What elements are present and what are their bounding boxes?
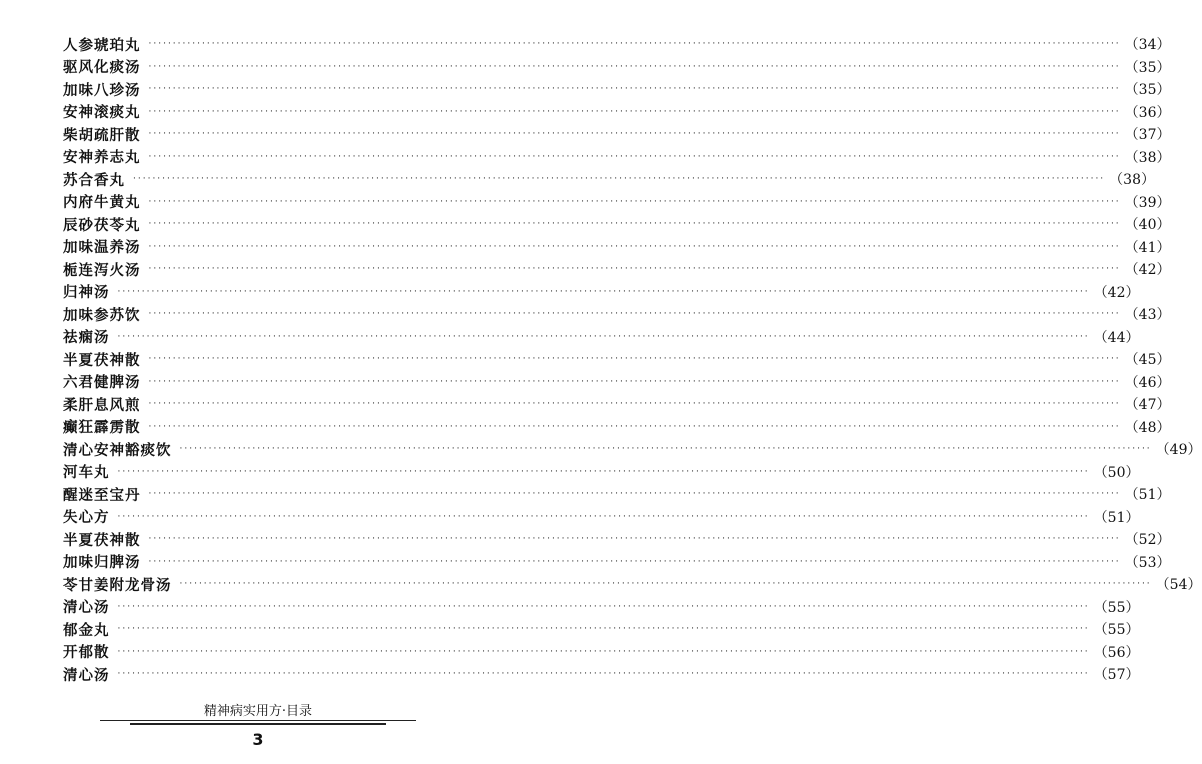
entry-title: 郁金丸 — [63, 621, 110, 639]
entry-page-number: （52） — [1124, 532, 1171, 548]
entry-page-number: （54） — [1155, 577, 1202, 593]
entry-page-number: （46） — [1124, 374, 1171, 391]
entry-page-number: （51） — [1124, 487, 1171, 503]
dot-leader: ········································································································································································································ — [117, 511, 1090, 522]
entry-title: 失心方 — [63, 509, 110, 526]
dot-leader: ········································································································································································································ — [148, 106, 1121, 117]
dot-leader: ········································································································································································································ — [179, 579, 1152, 589]
dot-leader: ········································································································································································································ — [148, 354, 1121, 364]
entry-title: 半夏茯神散 — [63, 531, 141, 549]
dot-leader: ········································································································································································································ — [148, 219, 1121, 229]
entry-title: 加味归脾汤 — [63, 554, 141, 571]
dot-leader: ········································································································································································································ — [148, 534, 1121, 544]
entry-title: 归神汤 — [63, 284, 110, 301]
entry-title: 驱风化痰汤 — [63, 59, 141, 76]
entry-page-number: （38） — [1124, 149, 1171, 166]
entry-page-number: （55） — [1093, 622, 1140, 638]
toc-entry — [63, 124, 1171, 144]
entry-page-number: （40） — [1124, 217, 1171, 233]
dot-leader: ········································································································································································································ — [148, 61, 1121, 72]
dot-leader: ········································································································································································································ — [148, 489, 1121, 499]
entry-title: 清心汤 — [63, 599, 110, 616]
toc-entry — [63, 574, 1202, 594]
dot-leader: ········································································································································································································ — [148, 421, 1121, 432]
toc-entry — [63, 57, 1171, 77]
entry-title: 苏合香丸 — [63, 171, 125, 189]
toc-entry — [63, 282, 1140, 302]
entry-title: 安神养志丸 — [63, 149, 141, 166]
entry-title: 半夏茯神散 — [63, 351, 141, 369]
toc-entry — [63, 664, 1140, 684]
dot-leader: ········································································································································································································ — [179, 444, 1152, 454]
toc-entry — [63, 237, 1171, 257]
dot-leader: ········································································································································································································ — [148, 39, 1121, 49]
entry-page-number: （56） — [1093, 644, 1140, 661]
entry-page-number: （35） — [1124, 59, 1171, 76]
entry-title: 加味温养汤 — [63, 239, 141, 256]
toc-entry — [63, 439, 1202, 459]
toc-entry — [63, 462, 1140, 482]
page-number: 3 — [252, 730, 264, 749]
entry-page-number: （47） — [1124, 397, 1171, 413]
dot-leader: ········································································································································································································ — [117, 286, 1090, 297]
entry-title: 辰砂茯苓丸 — [63, 216, 141, 234]
entry-page-number: （39） — [1124, 194, 1171, 211]
toc-entry — [63, 34, 1171, 54]
entry-title: 柔肝息风煎 — [63, 396, 141, 414]
toc-entry — [63, 642, 1140, 662]
entry-page-number: （41） — [1124, 239, 1171, 256]
entry-page-number: （55） — [1093, 599, 1140, 616]
toc-entry — [63, 147, 1171, 167]
entry-title: 河车丸 — [63, 464, 110, 481]
dot-leader: ········································································································································································································ — [117, 466, 1090, 477]
toc-entry — [63, 394, 1171, 414]
entry-title: 醒迷至宝丹 — [63, 486, 141, 504]
dot-leader: ········································································································································································································ — [148, 309, 1121, 319]
entry-page-number: （42） — [1093, 284, 1140, 301]
entry-page-number: （49） — [1155, 442, 1202, 458]
entry-page-number: （50） — [1093, 464, 1140, 481]
entry-page-number: （35） — [1124, 82, 1171, 98]
toc-entry — [63, 529, 1171, 549]
entry-page-number: （42） — [1124, 262, 1171, 278]
toc-entry — [63, 507, 1140, 527]
dot-leader: ········································································································································································································ — [148, 556, 1121, 567]
entry-page-number: （43） — [1124, 307, 1171, 323]
dot-leader: ········································································································································································································ — [117, 624, 1090, 634]
entry-page-number: （57） — [1093, 667, 1140, 683]
dot-leader: ········································································································································································································ — [133, 174, 1106, 184]
entry-page-number: （34） — [1124, 37, 1171, 53]
footer-rule-thick — [130, 723, 386, 725]
dot-leader: ········································································································································································································ — [117, 669, 1090, 679]
toc-entry — [63, 214, 1171, 234]
toc-entry — [63, 597, 1140, 617]
entry-title: 安神滚痰丸 — [63, 104, 141, 121]
entry-page-number: （45） — [1124, 352, 1171, 368]
toc-entry — [63, 484, 1171, 504]
entry-title: 苓甘姜附龙骨汤 — [63, 576, 172, 594]
toc-entry — [63, 417, 1171, 437]
toc-entry — [63, 349, 1171, 369]
dot-leader: ········································································································································································································ — [148, 264, 1121, 274]
dot-leader: ········································································································································································································ — [117, 646, 1090, 657]
entry-title: 栀连泻火汤 — [63, 261, 141, 279]
entry-title: 加味八珍汤 — [63, 81, 141, 99]
entry-page-number: （48） — [1124, 419, 1171, 436]
toc-entry — [63, 327, 1140, 347]
dot-leader: ········································································································································································································ — [148, 196, 1121, 207]
entry-title: 内府牛黄丸 — [63, 194, 141, 211]
toc-entry — [63, 372, 1171, 392]
toc-entry — [63, 304, 1171, 324]
entry-title: 祛痫汤 — [63, 329, 110, 346]
toc-entry — [63, 192, 1171, 212]
toc-entry — [63, 619, 1140, 639]
dot-leader: ········································································································································································································ — [148, 84, 1121, 94]
entry-page-number: （36） — [1124, 104, 1171, 121]
dot-leader: ········································································································································································································ — [117, 601, 1090, 612]
dot-leader: ········································································································································································································ — [148, 376, 1121, 387]
running-title: 精神病实用方·目录 — [203, 704, 313, 719]
dot-leader: ········································································································································································································ — [148, 241, 1121, 252]
toc-entry — [63, 79, 1171, 99]
entry-page-number: （38） — [1109, 172, 1155, 188]
footer-rule-thin — [100, 720, 416, 721]
entry-title: 癫狂霹雳散 — [63, 419, 141, 436]
entry-page-number: （37） — [1124, 127, 1171, 143]
entry-page-number: （51） — [1093, 509, 1140, 526]
entry-title: 清心汤 — [63, 666, 110, 684]
entry-title: 清心安神豁痰饮 — [63, 441, 172, 459]
entry-title: 开郁散 — [63, 644, 110, 661]
dot-leader: ········································································································································································································ — [148, 151, 1121, 162]
toc-entry — [63, 169, 1155, 189]
dot-leader: ········································································································································································································ — [148, 129, 1121, 139]
dot-leader: ········································································································································································································ — [117, 331, 1090, 342]
entry-title: 人参琥珀丸 — [63, 36, 141, 54]
entry-title: 柴胡疏肝散 — [63, 126, 141, 144]
toc-entry — [63, 552, 1171, 572]
entry-title: 加味参苏饮 — [63, 306, 141, 324]
toc-entry — [63, 259, 1171, 279]
entry-page-number: （53） — [1124, 554, 1171, 571]
entry-title: 六君健脾汤 — [63, 374, 141, 391]
dot-leader: ········································································································································································································ — [148, 399, 1121, 409]
toc-entry — [63, 102, 1171, 122]
entry-page-number: （44） — [1093, 329, 1140, 346]
